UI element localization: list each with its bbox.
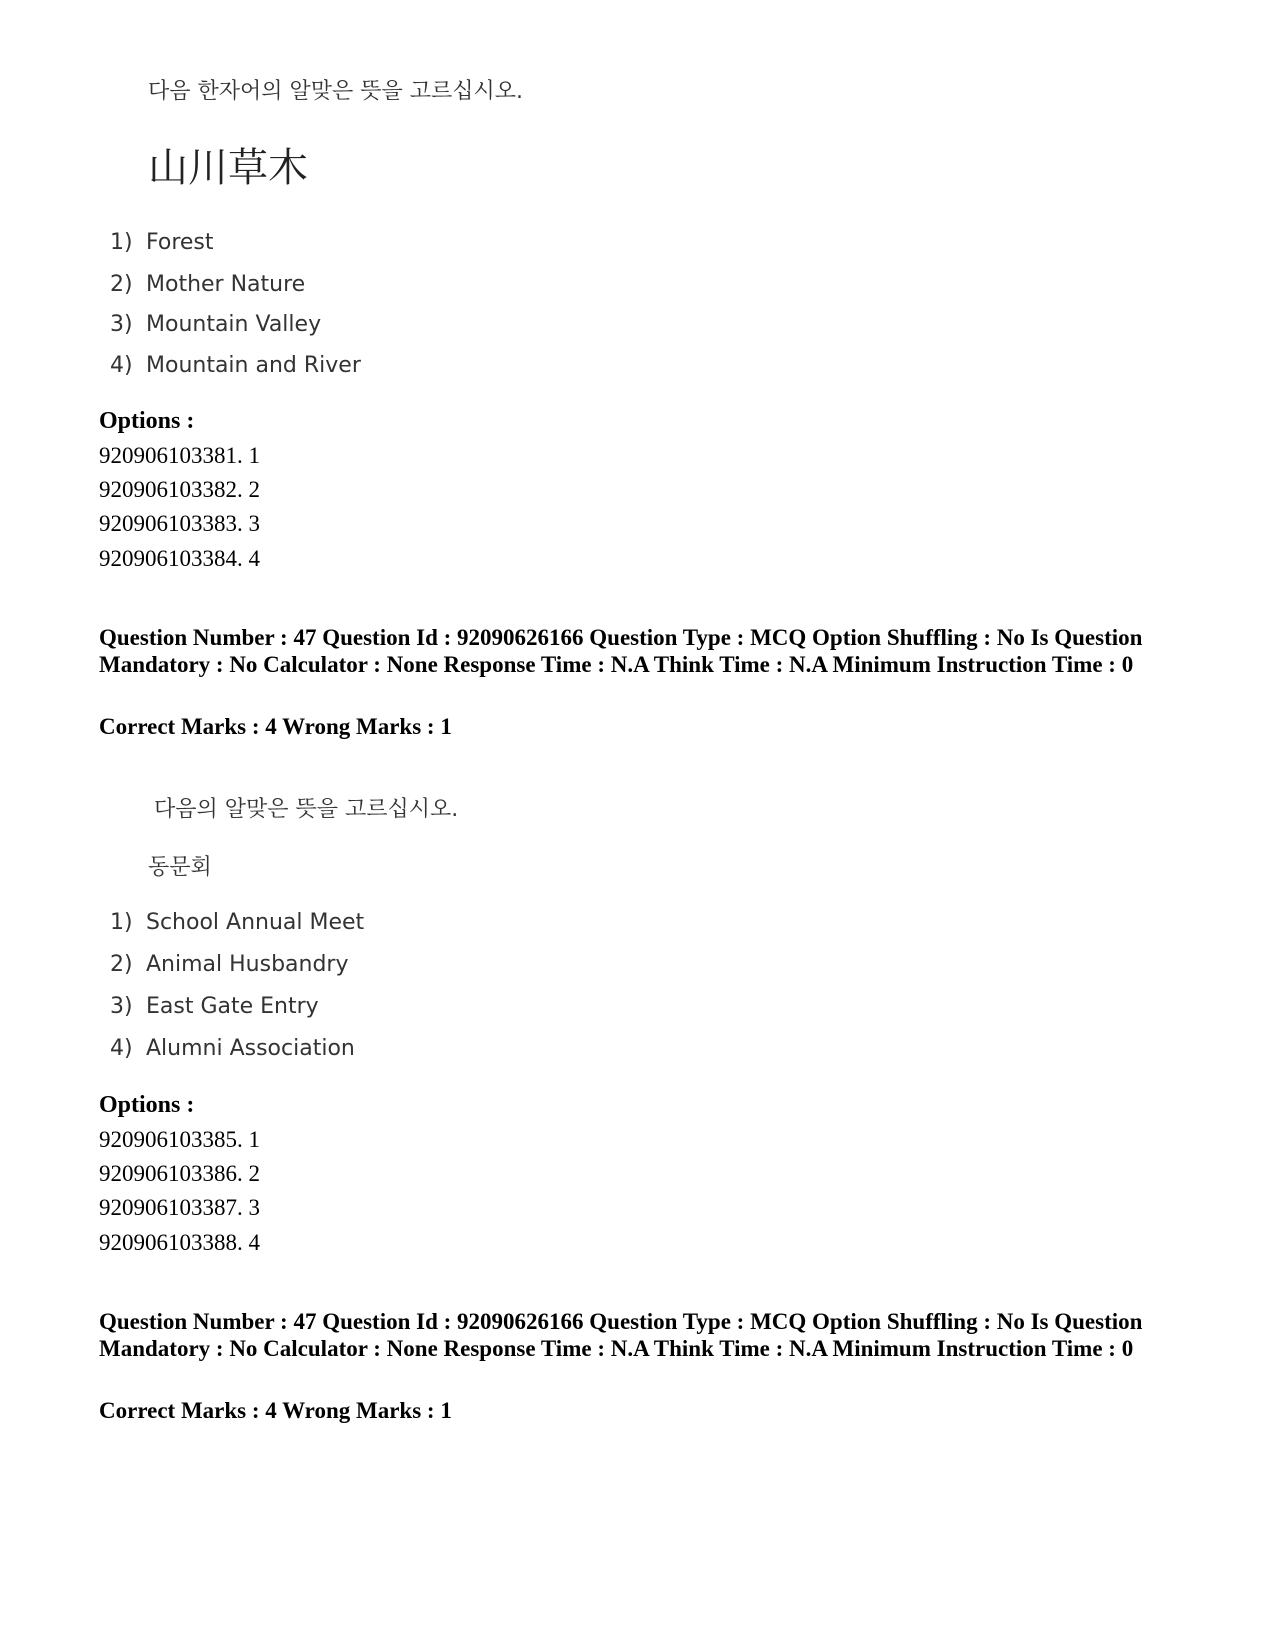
choice-text: Alumni Association	[146, 1036, 355, 1061]
answer-choice	[110, 994, 319, 1019]
question-prompt: 다음의 알맞은 뜻을 고르십시오.	[154, 797, 459, 822]
option-id: 920906103381. 1	[99, 443, 260, 468]
option-id: 920906103388. 4	[99, 1230, 260, 1255]
choice-text: Mountain and River	[146, 353, 361, 378]
answer-choice	[110, 910, 364, 935]
option-id: 920906103386. 2	[99, 1161, 260, 1186]
choice-text: Mountain Valley	[146, 312, 322, 337]
choice-text: Animal Husbandry	[146, 952, 349, 977]
answer-choice	[110, 312, 321, 337]
choice-number: 2)	[110, 952, 133, 977]
question-metadata: Question Number : 47 Question Id : 92090626166 Question Type : MCQ Option Shuffling : No Is Question Mandatory : No Calculator : None Response Time : N.A Think Time : N.A Minimum Instruction Time : 0	[99, 625, 1143, 677]
option-id: 920906103384. 4	[99, 546, 260, 571]
options-heading: Options :	[99, 1092, 195, 1118]
options-heading: Options :	[99, 408, 195, 434]
option-id: 920906103387. 3	[99, 1195, 260, 1220]
question-term: 山川草木	[148, 145, 308, 191]
answer-choice	[110, 230, 214, 255]
choice-text: East Gate Entry	[146, 994, 319, 1019]
choice-text: Mother Nature	[146, 272, 306, 297]
answer-choice	[110, 353, 361, 378]
choice-number: 3)	[110, 994, 133, 1019]
marks-info: Correct Marks : 4 Wrong Marks : 1	[99, 1398, 452, 1423]
choice-text: Forest	[146, 230, 214, 255]
choice-number: 3)	[110, 312, 133, 337]
question-term: 동문회	[148, 855, 212, 880]
choice-number: 4)	[110, 353, 133, 378]
question-metadata: Question Number : 47 Question Id : 92090626166 Question Type : MCQ Option Shuffling : No Is Question Mandatory : No Calculator : None Response Time : N.A Think Time : N.A Minimum Instruction Time : 0	[99, 1309, 1143, 1361]
option-id: 920906103382. 2	[99, 477, 260, 502]
answer-choice	[110, 952, 349, 977]
answer-choice	[110, 272, 305, 297]
question-prompt: 다음 한자어의 알맞은 뜻을 고르십시오.	[148, 79, 523, 104]
answer-choice	[110, 1036, 355, 1061]
option-id: 920906103383. 3	[99, 511, 260, 536]
option-id: 920906103385. 1	[99, 1127, 260, 1152]
choice-text: School Annual Meet	[146, 910, 365, 935]
choice-number: 2)	[110, 272, 133, 297]
choice-number: 4)	[110, 1036, 133, 1061]
marks-info: Correct Marks : 4 Wrong Marks : 1	[99, 714, 452, 739]
choice-number: 1)	[110, 230, 133, 255]
choice-number: 1)	[110, 910, 133, 935]
